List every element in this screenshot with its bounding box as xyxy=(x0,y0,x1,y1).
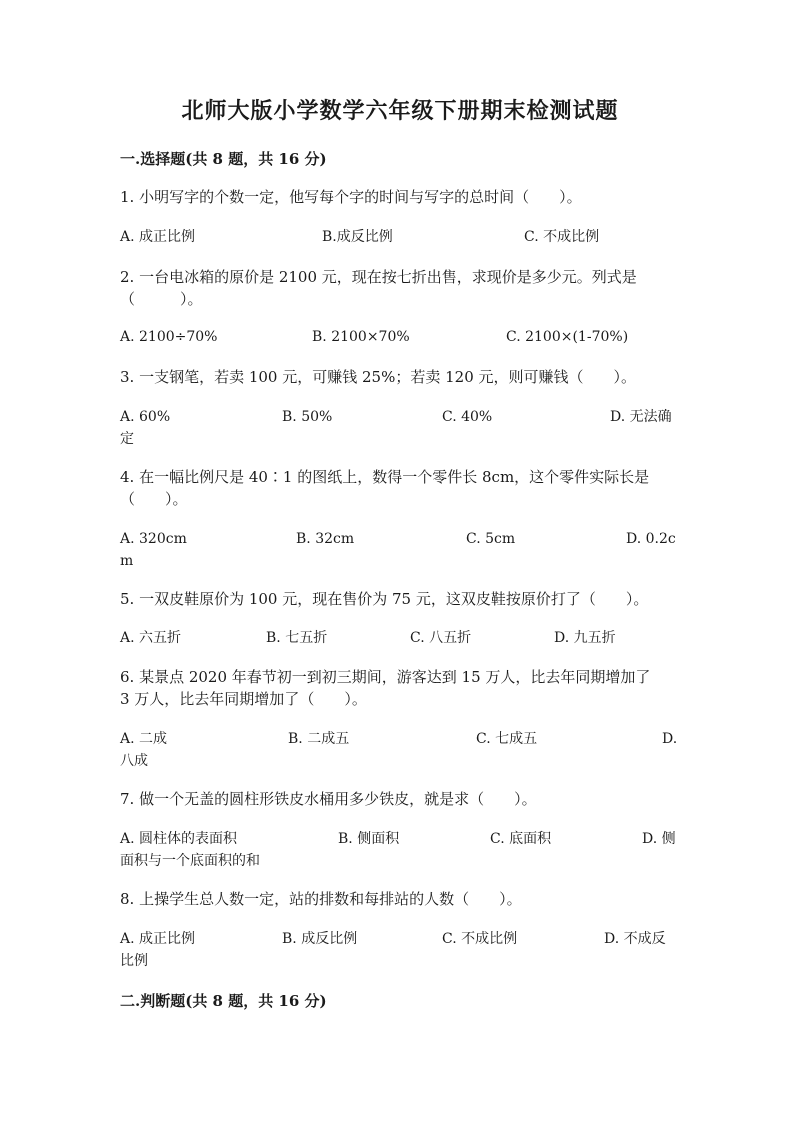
option-d: D. 侧 xyxy=(642,831,676,847)
option-d: D. 无法确 xyxy=(610,409,672,425)
option-c: C. 不成比例 xyxy=(442,931,518,947)
option-a: A. 二成 xyxy=(120,731,168,747)
option-d-wrap: 定 xyxy=(120,431,134,447)
option-b: B. 成反比例 xyxy=(282,931,358,947)
options-5 xyxy=(120,627,680,671)
question-text: 1. 小明写字的个数一定，他写每个字的时间与写字的总时间（ ）。 xyxy=(120,188,582,206)
question-text: 2. 一台电冰箱的原价是 2100 元，现在按七折出售，求现价是多少元。列式是 xyxy=(120,268,637,286)
option-b: B. 二成五 xyxy=(288,731,350,747)
question-4 xyxy=(120,466,680,510)
option-a: A. 成正比例 xyxy=(120,931,196,947)
option-d: D. xyxy=(662,731,678,747)
option-c: C. 40% xyxy=(442,409,493,425)
section-heading-judgement: 二.判断题(共 8 题，共 16 分) xyxy=(120,992,327,1010)
section-heading-choice: 一.选择题(共 8 题，共 16 分) xyxy=(120,150,327,168)
question-7 xyxy=(120,788,680,810)
option-d: D. 0.2c xyxy=(626,531,676,547)
option-b: B. 32cm xyxy=(296,531,355,547)
page-title: 北师大版小学数学六年级下册期末检测试题 xyxy=(181,98,619,124)
option-a: A. 成正比例 xyxy=(120,229,196,245)
question-text-continued: （ ）。 xyxy=(120,290,203,308)
option-c: C. 八五折 xyxy=(410,630,472,646)
options-8 xyxy=(120,928,680,972)
option-c: C. 2100×(1-70%) xyxy=(506,329,629,345)
option-c: C. 5cm xyxy=(466,531,516,547)
options-6 xyxy=(120,728,680,772)
question-3 xyxy=(120,366,680,388)
option-a: A. 圆柱体的表面积 xyxy=(120,831,238,847)
option-b: B.成反比例 xyxy=(322,229,393,245)
option-a: A. 320cm xyxy=(120,531,187,547)
question-text: 8. 上操学生总人数一定，站的排数和每排站的人数（ ）。 xyxy=(120,890,522,908)
option-b: B. 七五折 xyxy=(266,630,328,646)
options-2 xyxy=(120,326,680,370)
question-text-continued: （ ）。 xyxy=(120,490,188,508)
question-text: 5. 一双皮鞋原价为 100 元，现在售价为 75 元，这双皮鞋按原价打了（ ）。 xyxy=(120,590,649,608)
option-c: C. 不成比例 xyxy=(524,229,600,245)
option-b: B. 2100×70% xyxy=(312,329,410,345)
option-d-wrap: 八成 xyxy=(120,753,148,769)
options-3 xyxy=(120,406,680,450)
option-d-wrap: 面积与一个底面积的和 xyxy=(120,853,260,869)
option-d: D. 九五折 xyxy=(554,630,616,646)
question-5 xyxy=(120,588,680,610)
option-a: A. 六五折 xyxy=(120,630,182,646)
question-text: 7. 做一个无盖的圆柱形铁皮水桶用多少铁皮，就是求（ ）。 xyxy=(120,790,537,808)
question-6 xyxy=(120,666,680,710)
options-4 xyxy=(120,528,680,572)
option-c: C. 七成五 xyxy=(476,731,538,747)
option-a: A. 2100÷70% xyxy=(120,329,218,345)
option-d-wrap: 比例 xyxy=(120,953,148,969)
question-8 xyxy=(120,888,680,910)
question-2 xyxy=(120,266,680,310)
option-a: A. 60% xyxy=(120,409,171,425)
question-text-continued: 3 万人，比去年同期增加了（ ）。 xyxy=(120,690,367,708)
option-c: C. 底面积 xyxy=(490,831,552,847)
option-d-wrap: m xyxy=(120,553,134,569)
question-text: 4. 在一幅比例尺是 40∶1 的图纸上，数得一个零件长 8cm，这个零件实际长是 xyxy=(120,468,650,486)
option-b: B. 侧面积 xyxy=(338,831,400,847)
option-d: D. 不成反 xyxy=(604,931,666,947)
question-1 xyxy=(120,186,680,208)
option-b: B. 50% xyxy=(282,409,333,425)
question-text: 6. 某景点 2020 年春节初一到初三期间，游客达到 15 万人，比去年同期增加了 xyxy=(120,668,651,686)
options-1 xyxy=(120,226,680,270)
question-text: 3. 一支钢笔，若卖 100 元，可赚钱 25%；若卖 120 元，则可赚钱（ ）。 xyxy=(120,368,637,386)
options-7 xyxy=(120,828,680,872)
